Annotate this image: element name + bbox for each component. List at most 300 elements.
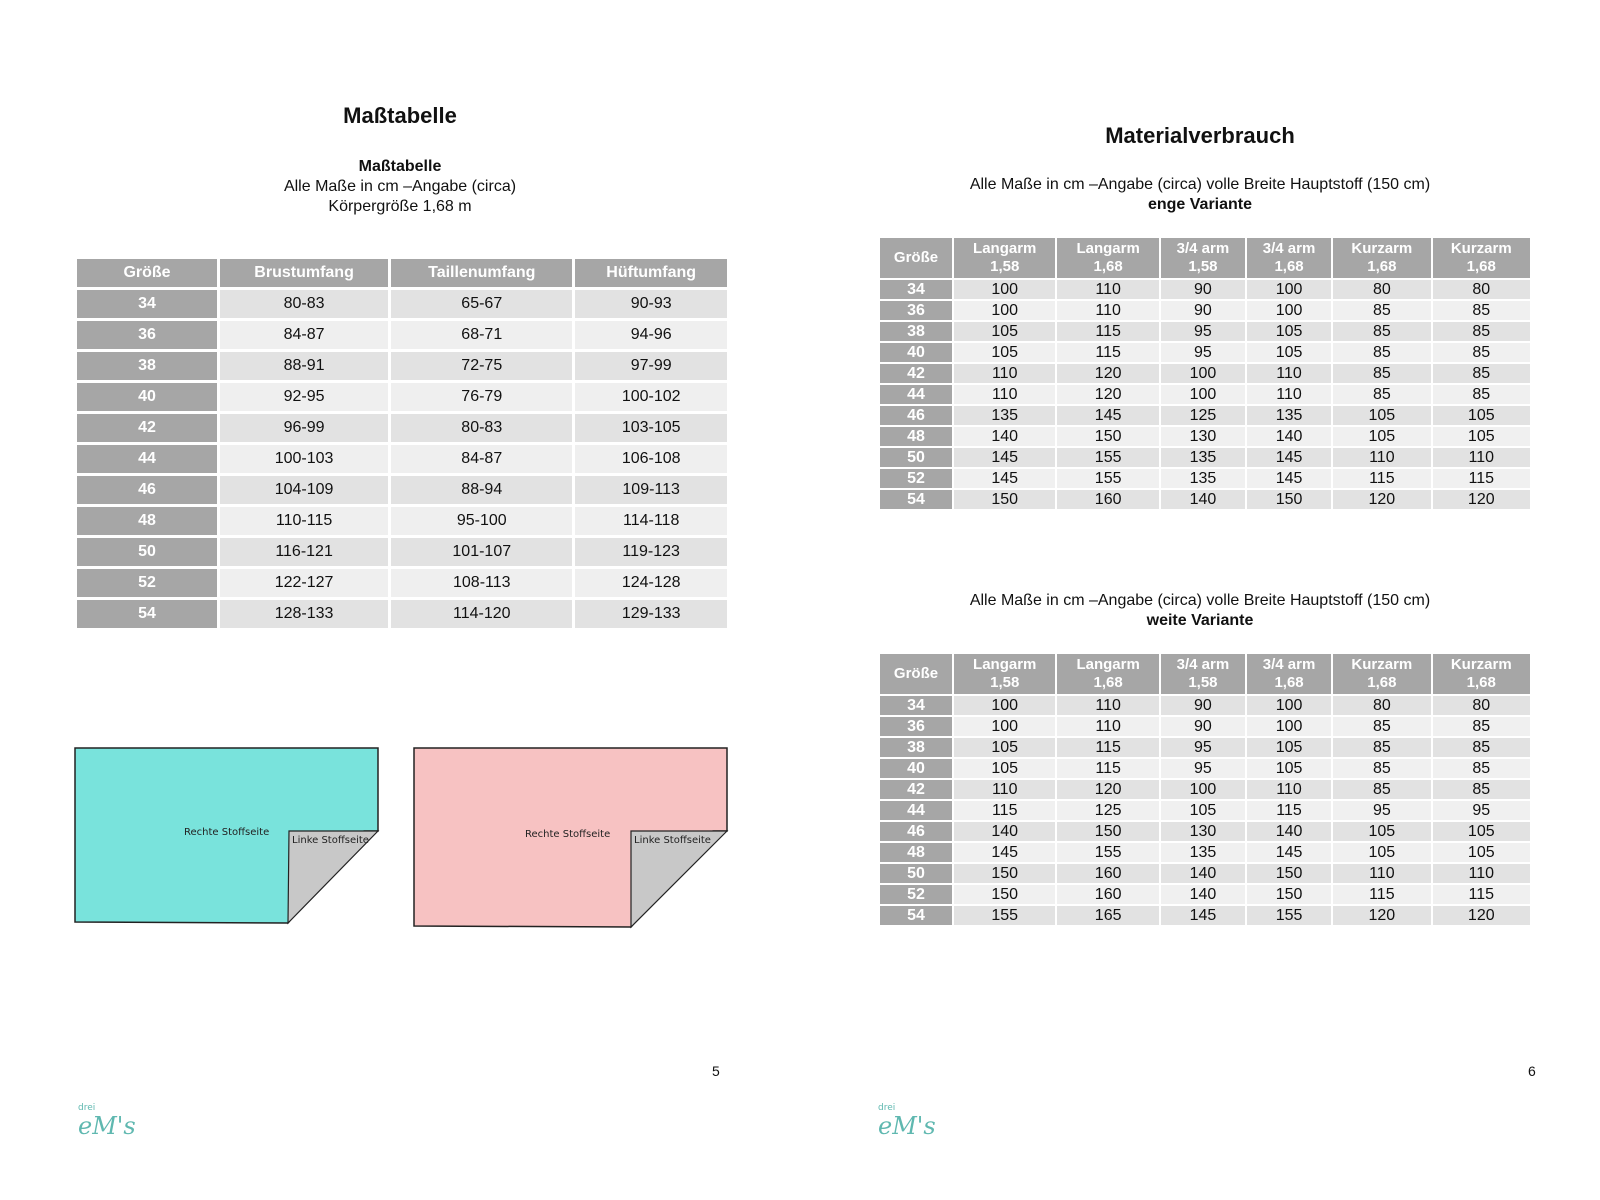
- amount-cell: 90: [1161, 280, 1245, 299]
- size-cell: 52: [880, 885, 952, 904]
- amount-cell: 115: [1057, 322, 1158, 341]
- material-header-row: [880, 238, 1530, 278]
- amount-cell: 140: [1161, 490, 1245, 509]
- amount-cell: 120: [1057, 780, 1158, 799]
- measure-cell: 65-67: [391, 290, 572, 318]
- amount-cell: 80: [1433, 696, 1530, 715]
- measure-cell: 110-115: [220, 507, 388, 535]
- amount-cell: 145: [1057, 406, 1158, 425]
- amount-cell: 160: [1057, 490, 1158, 509]
- amount-cell: 100: [1247, 717, 1331, 736]
- narrow-caption: [800, 175, 1600, 215]
- measure-cell: 72-75: [391, 352, 572, 380]
- amount-cell: 120: [1057, 385, 1158, 404]
- column-header: [954, 654, 1055, 694]
- table-row: [880, 490, 1530, 509]
- column-header: [880, 238, 952, 278]
- amount-cell: 85: [1433, 343, 1530, 362]
- header-bottom: 1,68: [1466, 258, 1496, 275]
- table-row: [77, 507, 727, 535]
- amount-cell: 110: [954, 364, 1055, 383]
- amount-cell: 135: [1161, 843, 1245, 862]
- table-row: [880, 280, 1530, 299]
- amount-cell: 115: [1433, 885, 1530, 904]
- logo-big-letters: eM's: [878, 1112, 936, 1140]
- amount-cell: 140: [1161, 864, 1245, 883]
- table-row: [880, 717, 1530, 736]
- amount-cell: 145: [1247, 448, 1331, 467]
- size-table-caption: [0, 157, 800, 217]
- amount-cell: 105: [1333, 822, 1430, 841]
- column-header: [1247, 654, 1331, 694]
- fabric-diagram-pink: [413, 745, 731, 931]
- page-title: Materialverbrauch: [1105, 123, 1295, 148]
- amount-cell: 115: [1247, 801, 1331, 820]
- column-header: [1247, 238, 1331, 278]
- column-header: Hüftumfang: [575, 259, 727, 287]
- amount-cell: 155: [1057, 469, 1158, 488]
- table-row: [880, 696, 1530, 715]
- amount-cell: 105: [1333, 427, 1430, 446]
- amount-cell: 85: [1433, 738, 1530, 757]
- measure-cell: 128-133: [220, 600, 388, 628]
- amount-cell: 100: [1161, 385, 1245, 404]
- size-cell: 36: [77, 321, 217, 349]
- amount-cell: 90: [1161, 301, 1245, 320]
- amount-cell: 130: [1161, 427, 1245, 446]
- amount-cell: 115: [1333, 469, 1430, 488]
- amount-cell: 150: [1247, 864, 1331, 883]
- header-top: Langarm: [1076, 656, 1140, 673]
- measure-cell: 94-96: [575, 321, 727, 349]
- size-cell: 52: [880, 469, 952, 488]
- amount-cell: 85: [1333, 717, 1430, 736]
- amount-cell: 105: [954, 759, 1055, 778]
- material-table-narrow: [878, 236, 1532, 511]
- measure-cell: 100-102: [575, 383, 727, 411]
- page-number: 5: [712, 1063, 720, 1079]
- measure-cell: 88-94: [391, 476, 572, 504]
- amount-cell: 150: [1057, 822, 1158, 841]
- measure-cell: 108-113: [391, 569, 572, 597]
- amount-cell: 80: [1333, 696, 1430, 715]
- measure-cell: 84-87: [391, 445, 572, 473]
- measure-cell: 129-133: [575, 600, 727, 628]
- amount-cell: 80: [1333, 280, 1430, 299]
- amount-cell: 85: [1433, 322, 1530, 341]
- amount-cell: 145: [1247, 843, 1331, 862]
- amount-cell: 160: [1057, 864, 1158, 883]
- table-row: [880, 780, 1530, 799]
- size-cell: 34: [880, 280, 952, 299]
- amount-cell: 85: [1333, 364, 1430, 383]
- amount-cell: 85: [1433, 759, 1530, 778]
- measure-cell: 96-99: [220, 414, 388, 442]
- amount-cell: 110: [1247, 780, 1331, 799]
- amount-cell: 150: [954, 864, 1055, 883]
- header-bottom: 1,68: [1367, 258, 1397, 275]
- column-header: [954, 238, 1055, 278]
- right-page: [800, 0, 1600, 1200]
- amount-cell: 95: [1433, 801, 1530, 820]
- size-cell: 42: [77, 414, 217, 442]
- material-table-wide: [878, 652, 1532, 927]
- amount-cell: 155: [1057, 448, 1158, 467]
- header-bottom: 1,58: [1188, 258, 1218, 275]
- amount-cell: 120: [1057, 364, 1158, 383]
- size-cell: 48: [880, 843, 952, 862]
- amount-cell: 135: [954, 406, 1055, 425]
- measure-cell: 106-108: [575, 445, 727, 473]
- amount-cell: 110: [954, 780, 1055, 799]
- amount-cell: 95: [1161, 738, 1245, 757]
- header-bottom: 1,68: [1367, 674, 1397, 691]
- size-cell: 36: [880, 717, 952, 736]
- table-row: [880, 885, 1530, 904]
- header-bottom: 1,68: [1274, 674, 1304, 691]
- page-title: Maßtabelle: [343, 103, 457, 128]
- size-table: [74, 256, 730, 631]
- table-row: [77, 321, 727, 349]
- header-top: 3/4 arm: [1176, 656, 1230, 673]
- measure-cell: 124-128: [575, 569, 727, 597]
- column-header: [1333, 654, 1430, 694]
- table-row: [880, 801, 1530, 820]
- amount-cell: 110: [1433, 864, 1530, 883]
- size-cell: 44: [880, 801, 952, 820]
- amount-cell: 85: [1333, 322, 1430, 341]
- caption-body-height: Körpergröße 1,68 m: [328, 198, 472, 215]
- size-cell: 40: [880, 759, 952, 778]
- measure-cell: 90-93: [575, 290, 727, 318]
- amount-cell: 110: [1433, 448, 1530, 467]
- amount-cell: 155: [1057, 843, 1158, 862]
- size-cell: 50: [77, 538, 217, 566]
- amount-cell: 145: [954, 469, 1055, 488]
- header-bottom: 1,58: [990, 258, 1020, 275]
- amount-cell: 85: [1333, 343, 1430, 362]
- amount-cell: 150: [1057, 427, 1158, 446]
- size-cell: 46: [77, 476, 217, 504]
- amount-cell: 95: [1161, 322, 1245, 341]
- amount-cell: 95: [1333, 801, 1430, 820]
- size-cell: 46: [880, 406, 952, 425]
- amount-cell: 110: [1057, 696, 1158, 715]
- amount-cell: 85: [1433, 780, 1530, 799]
- amount-cell: 110: [1057, 280, 1158, 299]
- measure-cell: 95-100: [391, 507, 572, 535]
- size-cell: 38: [77, 352, 217, 380]
- amount-cell: 140: [954, 822, 1055, 841]
- amount-cell: 135: [1161, 448, 1245, 467]
- measure-cell: 68-71: [391, 321, 572, 349]
- amount-cell: 100: [1247, 301, 1331, 320]
- header-top: Kurzarm: [1351, 656, 1413, 673]
- column-header: [1433, 238, 1530, 278]
- amount-cell: 85: [1333, 385, 1430, 404]
- size-cell: 38: [880, 738, 952, 757]
- column-header: [1057, 238, 1158, 278]
- amount-cell: 105: [954, 343, 1055, 362]
- amount-cell: 105: [1247, 738, 1331, 757]
- amount-cell: 100: [1161, 364, 1245, 383]
- header-top: 3/4 arm: [1262, 656, 1316, 673]
- size-cell: 48: [880, 427, 952, 446]
- table-row: [880, 759, 1530, 778]
- amount-cell: 145: [954, 843, 1055, 862]
- table-row: [77, 414, 727, 442]
- measure-cell: 116-121: [220, 538, 388, 566]
- amount-cell: 130: [1161, 822, 1245, 841]
- table-row: [880, 448, 1530, 467]
- amount-cell: 110: [1333, 864, 1430, 883]
- size-cell: 42: [880, 780, 952, 799]
- amount-cell: 105: [1333, 843, 1430, 862]
- size-cell: 38: [880, 322, 952, 341]
- table-row: [880, 822, 1530, 841]
- measure-cell: 114-120: [391, 600, 572, 628]
- amount-cell: 110: [1333, 448, 1430, 467]
- header-bottom: 1,68: [1093, 674, 1123, 691]
- amount-cell: 100: [954, 696, 1055, 715]
- logo-small-text: drei: [78, 1103, 96, 1113]
- wide-caption: [800, 591, 1600, 631]
- label-right-side: Rechte Stoffseite: [184, 827, 270, 838]
- amount-cell: 110: [1247, 364, 1331, 383]
- size-cell: 50: [880, 448, 952, 467]
- amount-cell: 115: [1057, 738, 1158, 757]
- table-row: [880, 322, 1530, 341]
- measure-cell: 104-109: [220, 476, 388, 504]
- fabric-diagram-teal: [74, 745, 382, 927]
- table-row: [880, 738, 1530, 757]
- amount-cell: 140: [1247, 822, 1331, 841]
- header-bottom: 1,58: [1188, 674, 1218, 691]
- table-row: [77, 538, 727, 566]
- amount-cell: 140: [1247, 427, 1331, 446]
- amount-cell: 110: [1057, 717, 1158, 736]
- table-row: [77, 352, 727, 380]
- measure-cell: 80-83: [220, 290, 388, 318]
- amount-cell: 105: [1433, 822, 1530, 841]
- header-bottom: 1,68: [1093, 258, 1123, 275]
- amount-cell: 110: [1247, 385, 1331, 404]
- amount-cell: 165: [1057, 906, 1158, 925]
- amount-cell: 135: [1247, 406, 1331, 425]
- measure-cell: 109-113: [575, 476, 727, 504]
- amount-cell: 100: [954, 280, 1055, 299]
- measure-cell: 84-87: [220, 321, 388, 349]
- header-top: 3/4 arm: [1176, 240, 1230, 257]
- table-row: [77, 290, 727, 318]
- table-row: [880, 427, 1530, 446]
- column-header: [1057, 654, 1158, 694]
- header-top: Größe: [893, 249, 939, 266]
- amount-cell: 80: [1433, 280, 1530, 299]
- amount-cell: 120: [1333, 490, 1430, 509]
- table-row: [880, 364, 1530, 383]
- size-cell: 42: [880, 364, 952, 383]
- amount-cell: 85: [1333, 301, 1430, 320]
- material-header-row: [880, 654, 1530, 694]
- size-cell: 44: [880, 385, 952, 404]
- table-row: [880, 843, 1530, 862]
- amount-cell: 140: [954, 427, 1055, 446]
- column-header: [1161, 654, 1245, 694]
- measure-cell: 76-79: [391, 383, 572, 411]
- table-row: [77, 600, 727, 628]
- caption-heading: Maßtabelle: [358, 158, 442, 175]
- size-cell: 34: [880, 696, 952, 715]
- size-cell: 54: [880, 906, 952, 925]
- table-row: [77, 383, 727, 411]
- table-row: [880, 864, 1530, 883]
- amount-cell: 150: [1247, 490, 1331, 509]
- amount-cell: 145: [1247, 469, 1331, 488]
- amount-cell: 110: [954, 385, 1055, 404]
- amount-cell: 155: [1247, 906, 1331, 925]
- amount-cell: 90: [1161, 717, 1245, 736]
- column-header: [880, 654, 952, 694]
- measure-cell: 103-105: [575, 414, 727, 442]
- amount-cell: 105: [954, 322, 1055, 341]
- amount-cell: 85: [1333, 738, 1430, 757]
- amount-cell: 105: [1433, 406, 1530, 425]
- header-top: Langarm: [973, 656, 1037, 673]
- amount-cell: 85: [1433, 385, 1530, 404]
- column-header: [1333, 238, 1430, 278]
- brand-logo: [876, 1098, 946, 1148]
- measure-cell: 119-123: [575, 538, 727, 566]
- amount-cell: 95: [1161, 343, 1245, 362]
- logo-big-letters: eM's: [78, 1112, 136, 1140]
- amount-cell: 100: [954, 301, 1055, 320]
- amount-cell: 150: [1247, 885, 1331, 904]
- column-header: Taillenumfang: [391, 259, 572, 287]
- amount-cell: 100: [1247, 696, 1331, 715]
- amount-cell: 135: [1161, 469, 1245, 488]
- measure-cell: 88-91: [220, 352, 388, 380]
- table-row: [880, 301, 1530, 320]
- column-header: [1161, 238, 1245, 278]
- header-bottom: 1,68: [1274, 258, 1304, 275]
- measure-cell: 122-127: [220, 569, 388, 597]
- size-cell: 44: [77, 445, 217, 473]
- amount-cell: 120: [1333, 906, 1430, 925]
- label-right-side: Rechte Stoffseite: [525, 829, 611, 840]
- amount-cell: 115: [1433, 469, 1530, 488]
- amount-cell: 115: [1057, 759, 1158, 778]
- measure-cell: 101-107: [391, 538, 572, 566]
- amount-cell: 105: [1161, 801, 1245, 820]
- measure-cell: 114-118: [575, 507, 727, 535]
- column-header: Größe: [77, 259, 217, 287]
- size-cell: 40: [77, 383, 217, 411]
- amount-cell: 105: [1247, 759, 1331, 778]
- amount-cell: 85: [1333, 780, 1430, 799]
- column-header: [1433, 654, 1530, 694]
- amount-cell: 100: [954, 717, 1055, 736]
- table-row: [77, 476, 727, 504]
- logo-small-text: drei: [878, 1103, 896, 1113]
- amount-cell: 150: [954, 490, 1055, 509]
- header-top: Kurzarm: [1450, 656, 1512, 673]
- amount-cell: 155: [954, 906, 1055, 925]
- amount-cell: 85: [1433, 301, 1530, 320]
- narrow-note: Alle Maße in cm –Angabe (circa) volle Breite Hauptstoff (150 cm): [969, 176, 1431, 193]
- label-wrong-side: Linke Stoffseite: [634, 835, 711, 846]
- amount-cell: 145: [954, 448, 1055, 467]
- table-row: [880, 406, 1530, 425]
- table-row: [77, 569, 727, 597]
- size-cell: 54: [880, 490, 952, 509]
- header-top: Kurzarm: [1351, 240, 1413, 257]
- amount-cell: 145: [1161, 906, 1245, 925]
- size-cell: 34: [77, 290, 217, 318]
- amount-cell: 90: [1161, 696, 1245, 715]
- header-top: Langarm: [1076, 240, 1140, 257]
- size-cell: 36: [880, 301, 952, 320]
- amount-cell: 95: [1161, 759, 1245, 778]
- header-bottom: 1,68: [1466, 674, 1496, 691]
- amount-cell: 100: [1161, 780, 1245, 799]
- amount-cell: 105: [1433, 843, 1530, 862]
- wide-note: Alle Maße in cm –Angabe (circa) volle Breite Hauptstoff (150 cm): [969, 592, 1431, 609]
- caption-units: Alle Maße in cm –Angabe (circa): [283, 178, 517, 195]
- amount-cell: 105: [1433, 427, 1530, 446]
- amount-cell: 105: [1247, 343, 1331, 362]
- header-top: Größe: [893, 665, 939, 682]
- measure-cell: 100-103: [220, 445, 388, 473]
- size-cell: 46: [880, 822, 952, 841]
- table-row: [880, 385, 1530, 404]
- amount-cell: 120: [1433, 906, 1530, 925]
- header-top: 3/4 arm: [1262, 240, 1316, 257]
- amount-cell: 85: [1433, 364, 1530, 383]
- header-top: Kurzarm: [1450, 240, 1512, 257]
- amount-cell: 105: [1333, 406, 1430, 425]
- amount-cell: 140: [1161, 885, 1245, 904]
- amount-cell: 150: [954, 885, 1055, 904]
- table-row: [880, 906, 1530, 925]
- wide-variant-label: weite Variante: [1146, 612, 1254, 629]
- table-row: [880, 469, 1530, 488]
- amount-cell: 125: [1161, 406, 1245, 425]
- column-header: Brustumfang: [220, 259, 388, 287]
- measure-cell: 97-99: [575, 352, 727, 380]
- size-table-header-row: [77, 259, 727, 287]
- size-cell: 54: [77, 600, 217, 628]
- measure-cell: 80-83: [391, 414, 572, 442]
- amount-cell: 160: [1057, 885, 1158, 904]
- amount-cell: 115: [954, 801, 1055, 820]
- size-cell: 48: [77, 507, 217, 535]
- size-cell: 40: [880, 343, 952, 362]
- table-row: [77, 445, 727, 473]
- size-cell: 52: [77, 569, 217, 597]
- label-wrong-side: Linke Stoffseite: [292, 835, 369, 846]
- table-row: [880, 343, 1530, 362]
- amount-cell: 110: [1057, 301, 1158, 320]
- narrow-variant-label: enge Variante: [1147, 196, 1253, 213]
- header-top: Langarm: [973, 240, 1037, 257]
- amount-cell: 100: [1247, 280, 1331, 299]
- amount-cell: 85: [1333, 759, 1430, 778]
- amount-cell: 115: [1333, 885, 1430, 904]
- brand-logo: [76, 1098, 146, 1148]
- measure-cell: 92-95: [220, 383, 388, 411]
- amount-cell: 105: [954, 738, 1055, 757]
